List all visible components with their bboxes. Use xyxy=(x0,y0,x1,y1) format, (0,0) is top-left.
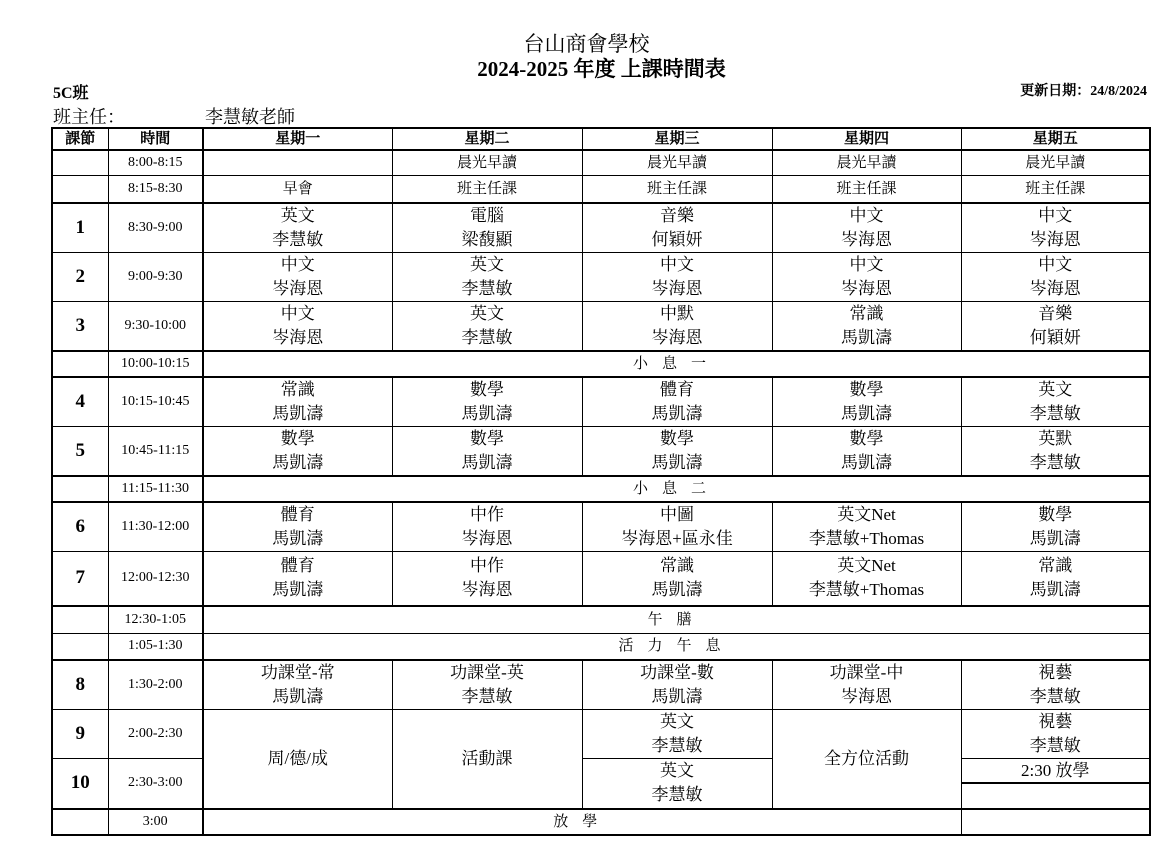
time-cell: 10:00-10:15 xyxy=(108,351,203,377)
lesson-cell xyxy=(392,377,582,427)
subject: 音樂 xyxy=(660,205,694,225)
class-name: 5C班 xyxy=(53,85,89,102)
time-cell: 9:00-9:30 xyxy=(108,252,203,301)
subject: 數學 xyxy=(1038,504,1073,524)
header-row xyxy=(52,128,1150,150)
lesson-cell: 班主任課 xyxy=(961,176,1150,203)
time-cell: 2:30-3:00 xyxy=(108,759,203,809)
teacher: 李慧敏 xyxy=(461,278,513,298)
subject: 中作 xyxy=(470,556,504,576)
lesson-cell: 早會 xyxy=(203,176,392,203)
header-mon: 星期一 xyxy=(203,128,392,150)
teacher: 李慧敏 xyxy=(461,327,513,347)
subject: 中文 xyxy=(280,254,315,274)
teacher: 馬凱濤 xyxy=(272,452,324,472)
dismissal-label: 放學 xyxy=(203,809,961,835)
teacher: 李慧敏 xyxy=(651,785,703,805)
lesson-cell xyxy=(203,502,392,552)
teacher: 馬凱濤 xyxy=(272,528,324,548)
subject: 電腦 xyxy=(470,205,504,225)
break-row xyxy=(52,606,1150,633)
lesson-cell: 班主任課 xyxy=(392,176,582,203)
header-tue: 星期二 xyxy=(392,128,582,150)
updated-date: 更新日期：24/8/2024 xyxy=(1020,84,1147,99)
lesson-cell xyxy=(582,759,772,809)
teacher: 馬凱濤 xyxy=(841,403,892,423)
lesson-cell xyxy=(582,377,772,427)
break-label: 小息二 xyxy=(203,476,1150,502)
subject: 功課堂-中 xyxy=(829,663,904,682)
subject: 數學 xyxy=(470,379,504,399)
teacher: 何穎妍 xyxy=(651,229,703,249)
teacher: 岑海恩 xyxy=(461,580,513,600)
break-row xyxy=(52,809,1150,835)
table-row xyxy=(52,710,1150,759)
time-cell: 1:30-2:00 xyxy=(108,660,203,710)
time-cell: 8:00-8:15 xyxy=(108,150,203,176)
subject: 體育 xyxy=(280,504,315,524)
lesson-cell xyxy=(203,377,392,427)
break-label: 小息一 xyxy=(203,351,1150,377)
lesson-cell: 班主任課 xyxy=(582,176,772,203)
period-number: 7 xyxy=(52,551,108,606)
period-cell xyxy=(52,176,108,203)
lesson-cell: 周/德/成 xyxy=(203,710,392,809)
lesson-cell xyxy=(961,660,1150,710)
subject: 中文 xyxy=(1038,254,1073,274)
period-number: 1 xyxy=(52,203,108,253)
subject: 英文 xyxy=(470,303,504,323)
subject: 中默 xyxy=(660,303,694,323)
teacher: 岑海恩 xyxy=(841,687,892,706)
lesson-cell xyxy=(203,660,392,710)
subject: 功課堂-常 xyxy=(260,663,335,682)
subject: 英文 xyxy=(660,712,694,731)
subject: 中文 xyxy=(849,205,884,225)
period-cell xyxy=(52,633,108,660)
teacher: 梁馥顯 xyxy=(461,229,513,249)
subject: 英文Net xyxy=(837,556,896,576)
lesson-cell xyxy=(961,301,1150,351)
time-cell: 12:30-1:05 xyxy=(108,606,203,633)
lesson-cell xyxy=(772,203,961,253)
teacher: 馬凱濤 xyxy=(651,452,703,472)
subject: 英默 xyxy=(1038,428,1073,448)
period-cell xyxy=(52,150,108,176)
lesson-cell xyxy=(582,502,772,552)
lesson-cell xyxy=(392,551,582,606)
time-cell: 1:05-1:30 xyxy=(108,633,203,660)
lesson-cell xyxy=(582,660,772,710)
lesson-cell xyxy=(961,759,1150,809)
lesson-cell xyxy=(203,426,392,476)
subject: 中文 xyxy=(1038,205,1073,225)
dismissal-note: 2:30 放學 xyxy=(962,760,1150,784)
break-row xyxy=(52,351,1150,377)
school-name: 台山商會學校 xyxy=(523,32,650,56)
lesson-cell xyxy=(582,551,772,606)
lesson-cell xyxy=(961,502,1150,552)
lesson-cell: 晨光早讀 xyxy=(772,150,961,176)
teacher: 岑海恩 xyxy=(461,528,513,548)
table-row xyxy=(52,203,1150,253)
teacher: 何穎妍 xyxy=(1029,327,1081,347)
period-number: 2 xyxy=(52,252,108,301)
period-number: 10 xyxy=(52,759,108,809)
period-number: 4 xyxy=(52,377,108,427)
lesson-cell xyxy=(392,660,582,710)
time-cell: 11:30-12:00 xyxy=(108,502,203,552)
break-row xyxy=(52,633,1150,660)
header-wed: 星期三 xyxy=(582,128,772,150)
teacher: 馬凱濤 xyxy=(1029,580,1081,600)
lesson-cell xyxy=(582,426,772,476)
subject: 功課堂-數 xyxy=(640,663,714,682)
subject: 體育 xyxy=(280,556,315,576)
subject: 音樂 xyxy=(1038,303,1073,323)
teacher: 李慧敏 xyxy=(461,687,513,706)
lesson-cell: 活動課 xyxy=(392,710,582,809)
period-number: 3 xyxy=(52,301,108,351)
subject: 英文 xyxy=(280,205,315,225)
subject: 數學 xyxy=(849,379,884,399)
timetable xyxy=(51,127,1151,836)
subject: 中文 xyxy=(849,254,884,274)
time-cell: 2:00-2:30 xyxy=(108,710,203,759)
lesson-cell xyxy=(772,426,961,476)
teacher: 馬凱濤 xyxy=(1029,528,1081,548)
time-cell: 10:15-10:45 xyxy=(108,377,203,427)
lesson-cell xyxy=(772,252,961,301)
break-label: 午膳 xyxy=(203,606,1150,633)
subject: 中圖 xyxy=(660,504,694,524)
subject: 數學 xyxy=(280,428,315,448)
teacher: 馬凱濤 xyxy=(461,403,513,423)
time-cell: 11:15-11:30 xyxy=(108,476,203,502)
lesson-cell xyxy=(582,301,772,351)
lesson-cell xyxy=(582,252,772,301)
teacher: 李慧敏 xyxy=(1029,452,1081,472)
subject: 視藝 xyxy=(1038,663,1073,682)
subject: 數學 xyxy=(470,428,504,448)
time-cell: 3:00 xyxy=(108,809,203,835)
subject: 英文 xyxy=(660,761,694,781)
lesson-cell xyxy=(961,377,1150,427)
lesson-cell: 班主任課 xyxy=(772,176,961,203)
teacher: 岑海恩 xyxy=(841,229,892,249)
table-row xyxy=(52,551,1150,606)
table-row xyxy=(52,176,1150,203)
lesson-cell: 晨光早讀 xyxy=(582,150,772,176)
lesson-cell: 全方位活動 xyxy=(772,710,961,809)
lesson-cell xyxy=(203,150,392,176)
lesson-cell: 晨光早讀 xyxy=(961,150,1150,176)
timetable-title: 2024-2025 年度 上課時間表 xyxy=(477,57,726,81)
period-cell xyxy=(52,809,108,835)
lesson-cell xyxy=(392,502,582,552)
lesson-cell xyxy=(772,502,961,552)
subject: 視藝 xyxy=(1038,712,1073,731)
lesson-cell xyxy=(203,301,392,351)
time-cell: 8:15-8:30 xyxy=(108,176,203,203)
teacher: 馬凱濤 xyxy=(272,580,324,600)
lesson-cell xyxy=(392,203,582,253)
teacher: 李慧敏 xyxy=(1029,736,1081,755)
lesson-cell xyxy=(961,426,1150,476)
time-cell: 10:45-11:15 xyxy=(108,426,203,476)
teacher: 李慧敏 xyxy=(651,736,703,755)
table-row xyxy=(52,252,1150,301)
teacher-label: 班主任： xyxy=(53,107,125,127)
teacher: 岑海恩 xyxy=(1029,278,1081,298)
subject: 數學 xyxy=(849,428,884,448)
table-row xyxy=(52,660,1150,710)
teacher: 馬凱濤 xyxy=(651,580,703,600)
subject: 英文 xyxy=(470,254,504,274)
lesson-cell xyxy=(582,710,772,759)
teacher: 馬凱濤 xyxy=(651,687,703,706)
period-cell xyxy=(52,476,108,502)
table-row xyxy=(52,377,1150,427)
teacher: 馬凱濤 xyxy=(272,403,324,423)
teacher: 馬凱濤 xyxy=(272,687,324,706)
header-time: 時間 xyxy=(108,128,203,150)
subject: 體育 xyxy=(660,379,694,399)
table-row xyxy=(52,150,1150,176)
time-cell: 8:30-9:00 xyxy=(108,203,203,253)
teacher: 岑海恩 xyxy=(272,278,324,298)
lesson-cell xyxy=(203,203,392,253)
lesson-cell xyxy=(961,203,1150,253)
period-number: 9 xyxy=(52,710,108,759)
lesson-cell xyxy=(203,252,392,301)
teacher: 岑海恩+區永佳 xyxy=(621,528,733,548)
teacher: 馬凱濤 xyxy=(841,452,892,472)
teacher-name: 李慧敏老師 xyxy=(205,107,295,127)
table-row xyxy=(52,502,1150,552)
lesson-cell xyxy=(392,426,582,476)
lesson-cell xyxy=(772,551,961,606)
time-cell: 9:30-10:00 xyxy=(108,301,203,351)
period-number: 8 xyxy=(52,660,108,710)
subject: 英文 xyxy=(1038,379,1073,399)
lesson-cell xyxy=(772,301,961,351)
teacher: 李慧敏 xyxy=(272,229,324,249)
lesson-cell xyxy=(392,301,582,351)
teacher: 李慧敏 xyxy=(1029,687,1081,706)
lesson-cell xyxy=(392,252,582,301)
teacher: 岑海恩 xyxy=(651,278,703,298)
teacher: 馬凱濤 xyxy=(841,327,892,347)
period-number: 5 xyxy=(52,426,108,476)
lesson-cell: 晨光早讀 xyxy=(392,150,582,176)
table-row xyxy=(52,301,1150,351)
teacher: 馬凱濤 xyxy=(651,403,703,423)
period-number: 6 xyxy=(52,502,108,552)
lesson-cell xyxy=(961,710,1150,759)
empty-cell xyxy=(961,809,1150,835)
lesson-cell xyxy=(961,252,1150,301)
lesson-cell xyxy=(772,377,961,427)
time-cell: 12:00-12:30 xyxy=(108,551,203,606)
teacher: 李慧敏+Thomas xyxy=(808,580,925,600)
subject: 數學 xyxy=(660,428,694,448)
teacher: 李慧敏+Thomas xyxy=(808,528,925,548)
lesson-cell xyxy=(961,551,1150,606)
table-row xyxy=(52,426,1150,476)
break-row xyxy=(52,476,1150,502)
lesson-cell xyxy=(582,203,772,253)
teacher: 李慧敏 xyxy=(1029,403,1081,423)
subject: 英文Net xyxy=(837,504,896,524)
break-label: 活力午息 xyxy=(203,633,1150,660)
subject: 中文 xyxy=(280,303,315,323)
subject: 中作 xyxy=(470,504,504,524)
header-fri: 星期五 xyxy=(961,128,1150,150)
subject: 中文 xyxy=(660,254,694,274)
subject: 功課堂-英 xyxy=(450,663,524,682)
header-thu: 星期四 xyxy=(772,128,961,150)
subject: 常識 xyxy=(280,379,315,399)
teacher: 馬凱濤 xyxy=(461,452,513,472)
period-cell xyxy=(52,606,108,633)
teacher: 岑海恩 xyxy=(1029,229,1081,249)
teacher: 岑海恩 xyxy=(272,327,324,347)
subject: 常識 xyxy=(849,303,884,323)
subject: 常識 xyxy=(1038,556,1073,576)
lesson-cell xyxy=(203,551,392,606)
header-period: 課節 xyxy=(52,128,108,150)
teacher: 岑海恩 xyxy=(651,327,703,347)
period-cell xyxy=(52,351,108,377)
subject: 常識 xyxy=(660,556,694,576)
teacher: 岑海恩 xyxy=(841,278,892,298)
lesson-cell xyxy=(772,660,961,710)
